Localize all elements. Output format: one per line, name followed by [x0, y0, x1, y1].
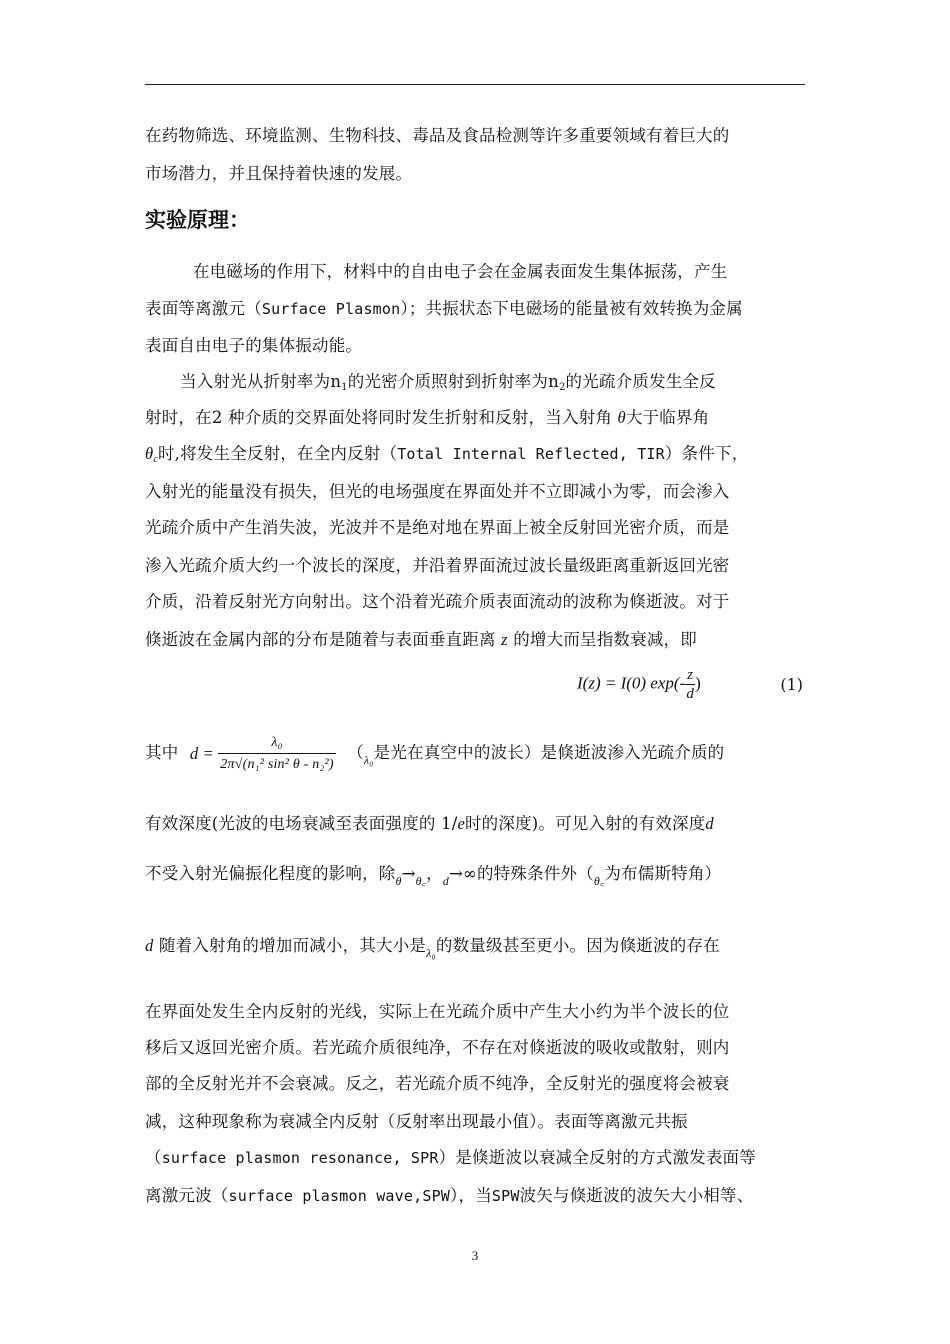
header-rule: [145, 84, 805, 85]
text-line: 其中 d = $\frac{\text{λ₀}}{\text{2π√(n₁² sin² θ - n₂²)}}$ （$_{\lambda_0}$是光在真空中的波长）是倏逝波渗入光疏介质的: [145, 730, 807, 776]
text-line: （surface plasmon resonance, SPR）是倏逝波以衰减全反射的方式激发表面等: [145, 1148, 756, 1167]
text-line: 移后又返回光密介质。若光疏介质很纯净，不存在对倏逝波的吸收或散射，则内: [145, 1038, 730, 1057]
equation-number: (1): [780, 675, 803, 694]
text-line: 市场潜力，并且保持着快速的发展。: [145, 164, 413, 183]
equation-formula: I(z) = I(0) exp(- $\frac{z}{d}$ ): [577, 667, 701, 702]
text-line: 射时，在2 种介质的交界面处将同时发生折射和反射，当入射角 θ大于临界角: [145, 408, 710, 427]
text-line: $\theta_c$时,将发生全反射，在全内反射（Total Internal Reflected, TIR）条件下，: [145, 444, 749, 465]
page-number: 3: [471, 1248, 479, 1263]
text-line: 减，这种现象称为衰减全内反射（反射率出现最小值）。表面等离激元共振: [145, 1112, 688, 1131]
text-line: 倏逝波在金属内部的分布是随着与表面垂直距离 z 的增大而呈指数衰减，即: [145, 630, 697, 649]
text-line: 介质，沿着反射光方向射出。这个沿着光疏介质表面流动的波称为倏逝波。对于: [145, 592, 730, 611]
text-line: 光疏介质中产生消失波，光波并不是绝对地在界面上被全反射回光密介质，而是: [145, 518, 730, 537]
text-line: 在电磁场的作用下，材料中的自由电子会在金属表面发生集体振荡，产生: [193, 262, 728, 281]
text-line: 入射光的能量没有损失，但光的电场强度在界面处并不立即减小为零，而会渗入: [145, 482, 730, 501]
depth-formula: d = $\frac{\text{λ₀}}{\text{2π√(n₁² sin² θ - n₂²)}}$: [189, 735, 334, 773]
text-line: 离激元波（surface plasmon wave,SPW），当SPW波矢与倏逝波的波矢大小相等、: [145, 1186, 754, 1205]
text-line: 在药物筛选、环境监测、生物科技、毒品及食品检测等许多重要领域有着巨大的: [145, 126, 730, 145]
text-line: 有效深度(光波的电场衰减至表面强度的 1/e时的深度)。可见入射的有效深度d: [145, 814, 714, 833]
text-line: 表面等离激元（Surface Plasmon）；共振状态下电磁场的能量被有效转换为金属: [145, 299, 743, 318]
text-line: 表面自由电子的集体振动能。: [145, 336, 363, 355]
equation-1: [145, 666, 807, 706]
section-heading: 实验原理：: [145, 208, 250, 232]
text-line: 不受入射光偏振化程度的影响，除$_\theta\to_{\theta꜀}$，$_d$→∞的特殊条件外（$_{\theta꜀}$为布儒斯特角）: [145, 864, 722, 888]
text-line: 渗入光疏介质大约一个波长的深度，并沿着界面流过波长量级距离重新返回光密: [145, 556, 730, 575]
text-line: 部的全反射光并不会衰减。反之，若光疏介质不纯净，全反射光的强度将会被衰: [145, 1074, 730, 1093]
equation-fraction: $\frac{z}{d}$: [686, 667, 694, 702]
text-line: 在界面处发生全内反射的光线，实际上在光疏介质中产生大小约为半个波长的位: [145, 1002, 730, 1021]
text-line: d 随着入射角的增加而减小，其大小是$_{\lambda_0}$的数量级甚至更小。因为倏逝波的存在: [145, 936, 720, 960]
text-line: 当入射光从折射率为$n_1$的光密介质照射到折射率为$n_2$的光疏介质发生全反: [180, 372, 716, 393]
